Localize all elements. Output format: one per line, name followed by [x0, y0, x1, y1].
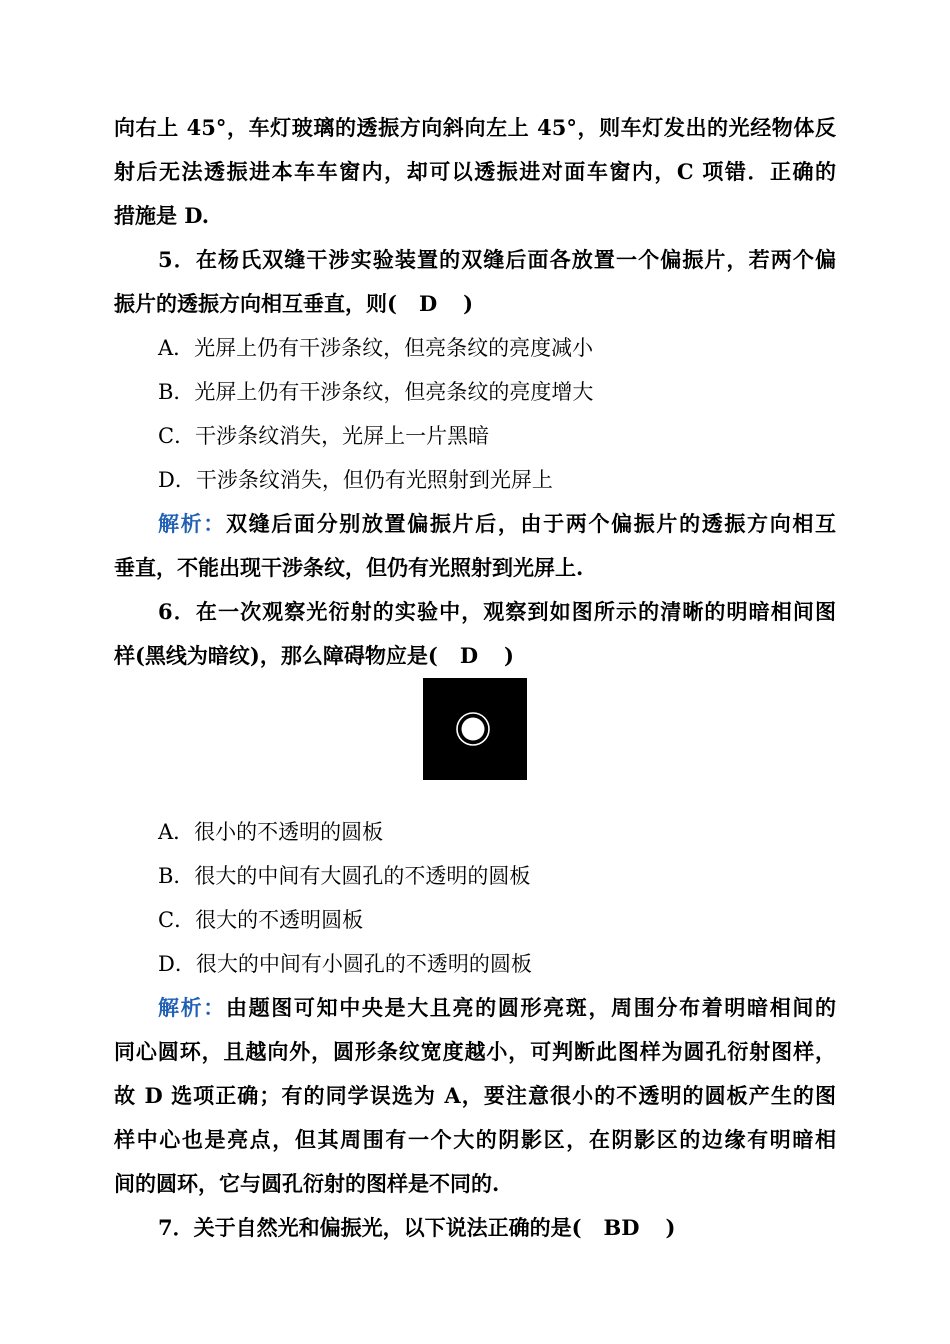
q5-option-a: A．光屏上仍有干涉条纹，但亮条纹的亮度减小: [158, 336, 594, 360]
q6-option-d: D．很大的中间有小圆孔的不透明的圆板: [158, 952, 532, 976]
q6-stem-line-2: [114, 634, 836, 678]
q6-analysis-line-5: 间的圆环，它与圆孔衍射的图样是不同的.: [114, 1171, 500, 1196]
continuation-line-1: 向右上 45°，车灯玻璃的透振方向斜向左上 45°，则车灯发出的光经物体反: [114, 115, 836, 140]
circular-aperture-diffraction-figure: [423, 678, 527, 780]
q6-analysis-text-1: 由题图可知中央是大且亮的圆形亮斑，周围分布着明暗相间的: [225, 995, 836, 1020]
q5-analysis-line-1: [114, 502, 836, 546]
q6-option-a: A．很小的不透明的圆板: [158, 820, 384, 844]
continuation-line-2: 射后无法透振进本车车窗内，却可以透振进对面车窗内，C 项错．正确的: [114, 159, 836, 184]
q5-close-paren: ): [463, 291, 474, 316]
q5-answer: D: [418, 291, 438, 316]
q6-analysis-label: 解析：: [158, 995, 226, 1020]
q5-option-b: B．光屏上仍有干涉条纹，但亮条纹的亮度增大: [158, 380, 594, 404]
diffraction-figure-wrap: [114, 678, 836, 810]
central-bright-spot: [462, 718, 485, 741]
q5-option-c: C．干涉条纹消失，光屏上一片黑暗: [158, 424, 490, 448]
q7-stem-line: [114, 1206, 836, 1250]
q6-analysis-line-3: 故 D 选项正确；有的同学误选为 A，要注意很小的不透明的圆板产生的图: [114, 1083, 836, 1108]
q6-option-c: C．很大的不透明圆板: [158, 908, 364, 932]
q6-analysis-line-2: 同心圆环，且越向外，圆形条纹宽度越小，可判断此图样为圆孔衍射图样，: [114, 1039, 836, 1064]
q5-stem-text: 振片的透振方向相互垂直，则(: [114, 291, 397, 316]
q5-stem-line-1: 5．在杨氏双缝干涉实验装置的双缝后面各放置一个偏振片，若两个偏: [158, 247, 836, 272]
q7-answer: BD: [603, 1215, 640, 1240]
q6-close-paren: ): [504, 643, 514, 668]
q6-answer: D: [459, 643, 479, 668]
q7-close-paren: ): [665, 1215, 676, 1240]
q6-stem-text: 样(黑线为暗纹)，那么障碍物应是(: [114, 643, 438, 668]
q6-stem-line-1: 6．在一次观察光衍射的实验中，观察到如图所示的清晰的明暗相间图: [158, 599, 836, 624]
q5-stem-line-2: [114, 282, 836, 326]
continuation-line-3: 措施是 D.: [114, 203, 210, 228]
q5-analysis-line-2: 垂直，不能出现干涉条纹，但仍有光照射到光屏上.: [114, 555, 584, 580]
q5-option-d: D．干涉条纹消失，但仍有光照射到光屏上: [158, 468, 553, 492]
q7-stem-text: 7．关于自然光和偏振光，以下说法正确的是(: [158, 1215, 582, 1240]
q5-analysis-label: 解析：: [158, 511, 226, 536]
q6-option-b: B．很大的中间有大圆孔的不透明的圆板: [158, 864, 531, 888]
q6-analysis-line-4: 样中心也是亮点，但其周围有一个大的阴影区，在阴影区的边缘有明暗相: [114, 1127, 836, 1152]
q5-analysis-text-1: 双缝后面分别放置偏振片后，由于两个偏振片的透振方向相互: [225, 511, 836, 536]
q6-analysis-line-1: [114, 986, 836, 1030]
